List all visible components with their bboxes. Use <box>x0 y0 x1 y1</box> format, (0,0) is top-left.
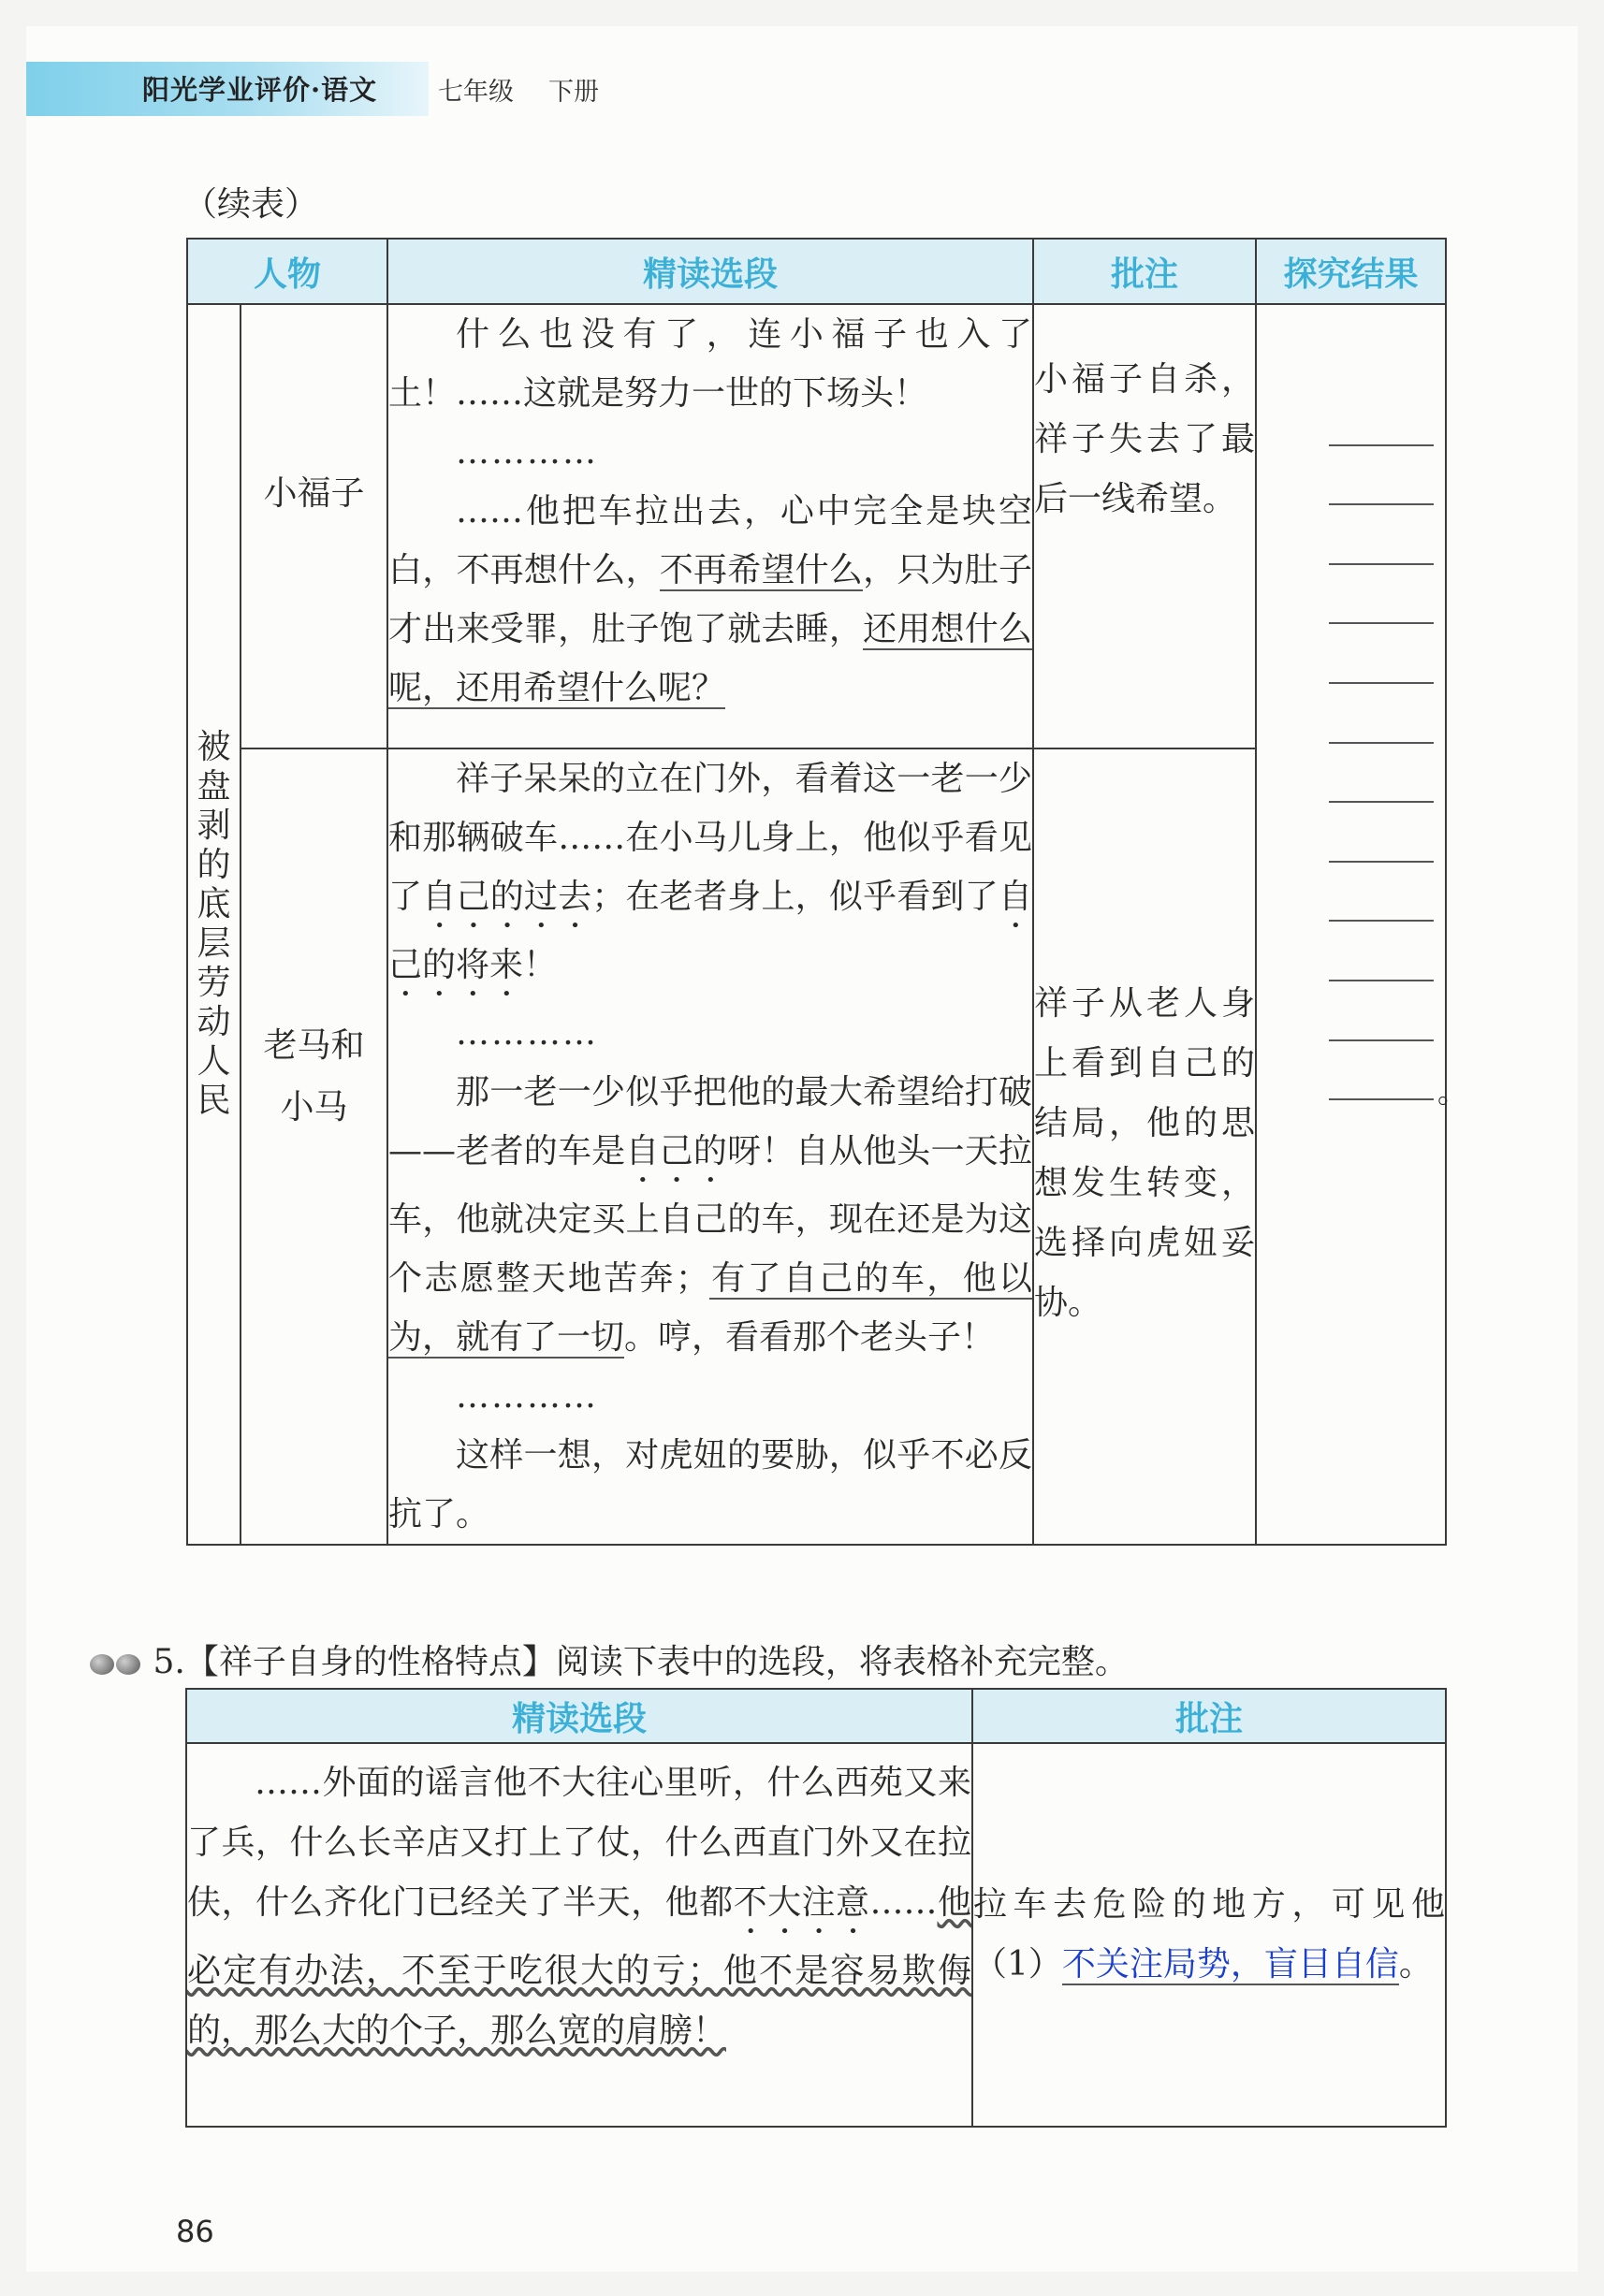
wavy-underlined-text: 他必定有办法，不至于吃很大的亏；他不是容易欺侮的，那么大的个子，那么宽的肩膀！ <box>187 1883 971 2050</box>
blank-line[interactable] <box>1329 803 1434 863</box>
difficulty-badge-icon <box>90 1654 114 1675</box>
blank-line[interactable] <box>1329 565 1434 625</box>
passage-laoma-xiaoma <box>387 748 1033 1545</box>
blank-line[interactable] <box>1329 624 1434 684</box>
page <box>26 26 1578 2272</box>
continued-label: （续表） <box>183 185 319 224</box>
emphasized-text: 自己的将来 <box>388 878 1033 984</box>
table-row <box>186 1743 1446 2127</box>
passage-text: ；在老者身上，似乎看到了 <box>591 878 999 916</box>
group-label: 被盘剥的底层劳动人民 <box>197 728 231 1120</box>
passage-text: ！ <box>523 946 558 984</box>
passage-text: 。哼，看看那个老头子！ <box>624 1318 996 1357</box>
blank-line[interactable] <box>1329 744 1434 804</box>
ellipsis-divider: ………… <box>456 433 599 472</box>
blank-line[interactable] <box>1329 446 1434 506</box>
passage-text: 那一老一少似乎把他的最大希望给打破——老者的车是 <box>388 1073 1033 1170</box>
passage-paragraph <box>388 482 1032 718</box>
passage-paragraph: 什么也没有了，连小福子也入了土！……这就是努力一世的下场头！ <box>388 315 1033 413</box>
reading-table-1 <box>186 238 1447 1546</box>
ellipsis-divider: ………… <box>456 1377 599 1416</box>
underlined-text: 还用想什么呢，还用希望什么呢？ <box>388 610 1032 707</box>
person-xiaofuzi: 小福子 <box>241 304 387 748</box>
blank-line[interactable] <box>1329 386 1434 446</box>
passage-paragraph <box>388 1063 1032 1367</box>
passage-text: ……他把车拉出去，心中完全是块空白，不再想什么， <box>388 492 1033 589</box>
group-cell <box>187 304 241 1545</box>
underlined-text: 有了自己的车，他以为，就有了一切 <box>388 1259 1032 1357</box>
answer-blank[interactable]: 不关注局势，盲目自信 <box>1061 1945 1399 1984</box>
person-laoma-xiaoma <box>241 748 387 1545</box>
annotation-xiangzi <box>972 1743 1446 2127</box>
blank-line[interactable] <box>1329 981 1434 1041</box>
header-grade: 七年级 <box>438 78 514 107</box>
note-text: 。 <box>1398 1945 1433 1984</box>
header-passage: 精读选段 <box>387 239 1033 304</box>
blank-line[interactable] <box>1329 1041 1434 1101</box>
table-row <box>187 304 1446 748</box>
ellipsis-divider: ………… <box>456 1014 599 1053</box>
blank-line[interactable] <box>1329 505 1434 565</box>
blank-line[interactable] <box>1329 684 1434 744</box>
blank-line[interactable] <box>1329 922 1434 981</box>
header-passage: 精读选段 <box>186 1689 972 1743</box>
passage-text: ……外面的谣言他不大往心里听，什么西苑又来了兵，什么长辛店又打上了仗，什么西直门外又在拉伕，什么齐化门已经关了半天，他都 <box>187 1764 971 1922</box>
passage-xiangzi <box>186 1743 972 2127</box>
header-title: 阳光学业评价·语文 <box>142 74 378 106</box>
passage-paragraph <box>187 1753 971 2061</box>
passage-text: 呀！自从他头一天拉车，他就决定买上自己的车，现在还是为这个志愿整天地苦奔； <box>388 1132 1033 1298</box>
passage-xiaofuzi <box>387 304 1033 748</box>
table1-header-row <box>187 239 1446 304</box>
question-number: 5. <box>153 1643 185 1681</box>
header-annotation: 批注 <box>972 1689 1446 1743</box>
result-end-mark: 。 <box>1437 1074 1468 1110</box>
passage-text: 祥子呆呆的立在门外，看着这一老一少和那辆破车……在小马儿身上，他似乎看见了 <box>388 760 1033 916</box>
passage-text: ，只为肚子才出来受罪，肚子饱了就去睡， <box>388 551 1032 648</box>
blank-line[interactable] <box>1329 863 1434 923</box>
annotation-xiaofuzi: 小福子自杀，祥子失去了最后一线希望。 <box>1033 304 1256 748</box>
annotation-laoma-xiaoma: 祥子从老人身上看到自己的结局，他的思想发生转变，选择向虎妞妥协。 <box>1033 748 1256 1545</box>
page-number: 86 <box>176 2214 214 2249</box>
person-line: 老马和 <box>263 1025 365 1065</box>
header-result: 探究结果 <box>1256 239 1446 304</box>
reading-table-2 <box>185 1688 1447 2128</box>
note-text: 拉车去危险的地方，可见他（1） <box>973 1885 1445 1984</box>
header-annotation: 批注 <box>1033 239 1256 304</box>
header-volume: 下册 <box>548 78 599 107</box>
emphasized-text: 自己的过去 <box>422 878 592 916</box>
underlined-text: 不再希望什么 <box>659 551 864 589</box>
emphasized-text: 自己的 <box>625 1132 728 1170</box>
header-person: 人物 <box>187 239 387 304</box>
question-text: 【祥子自身的性格特点】阅读下表中的选段，将表格补充完整。 <box>184 1643 1129 1681</box>
table2-header-row <box>186 1689 1446 1743</box>
question-5 <box>90 1635 1129 1683</box>
person-line: 小马 <box>280 1087 348 1126</box>
passage-paragraph: 这样一想，对虎妞的要胁，似乎不必反抗了。 <box>388 1436 1033 1533</box>
difficulty-badge-icon <box>116 1654 140 1675</box>
emphasized-text: 不大注意 <box>733 1883 870 1922</box>
passage-text: …… <box>869 1883 938 1922</box>
result-blank-lines[interactable] <box>1329 386 1434 1100</box>
passage-paragraph <box>388 749 1032 1004</box>
